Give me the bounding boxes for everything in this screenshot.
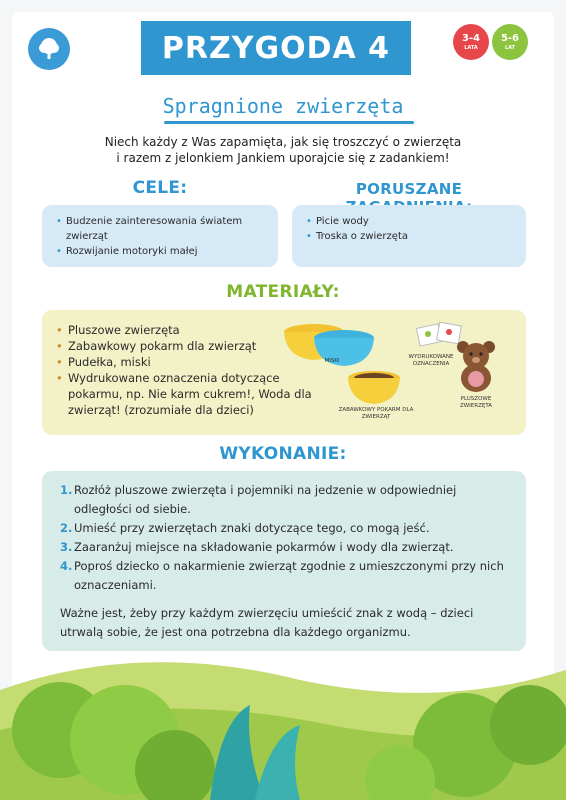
step-number: 3. (60, 540, 73, 554)
plush-toys-label: PLUSZOWE ZWIERZĘTA (459, 396, 493, 409)
list-item: • Troska o zwierzęta (306, 229, 514, 244)
materials-list (56, 322, 318, 418)
step-text: Umieść przy zwierzętach znaki dotyczące tego, co mogą jeść. (74, 521, 430, 535)
topics-box (292, 205, 526, 267)
subtitle: Spragnione zwierzęta (162, 94, 404, 118)
list-item: • Budzenie zainteresowania światem zwierząt (56, 214, 266, 244)
age-badge-value: 5-6 (500, 32, 520, 44)
steps-list (60, 481, 510, 595)
execution-note: Ważne jest, żeby przy każdym zwierzęciu umieścić znak z wodą – dzieci utrwalą sobie, że jest ona potrzebna dla każdego organizmu. (60, 606, 474, 639)
bowls-label: MISKI (324, 358, 340, 364)
printed-signs-label: WYDRUKOWANE OZNACZENIA (408, 354, 454, 367)
page-title: PRZYGODA 4 (161, 30, 391, 66)
title-banner (141, 21, 411, 75)
age-badge-3-4 (453, 24, 489, 60)
topics-list (306, 214, 514, 244)
intro-line-1: Niech każdy z Was zapamięta, jak się troszczyć o zwierzęta (104, 135, 462, 149)
step-number: 1. (60, 483, 73, 497)
list-item: • Pudełka, miski (56, 354, 318, 370)
toy-food-label: ZABAWKOWY POKARM DLA ZWIERZĄT (338, 407, 414, 420)
teddy-bear-icon (454, 338, 498, 394)
step-item (60, 538, 510, 557)
age-badge-unit: LAT (504, 44, 516, 51)
list-item: • Rozwijanie motoryki małej (56, 244, 266, 259)
tree-icon (28, 28, 70, 70)
step-text: Zaaranżuj miejsce na składowanie pokarmów i wody dla zwierząt. (74, 540, 454, 554)
step-number: 4. (60, 559, 73, 573)
execution-heading: WYKONANIE: (219, 444, 347, 464)
goals-heading: CELE: (132, 178, 188, 198)
topics-heading: PORUSZANE (355, 180, 463, 198)
list-item: • Zabawkowy pokarm dla zwierząt (56, 338, 318, 354)
materials-heading: MATERIAŁY: (226, 282, 340, 302)
list-item: • Pluszowe zwierzęta (56, 322, 318, 338)
intro-line-2: i razem z jelonkiem Jankiem uporajcie się z zadankiem! (116, 151, 450, 165)
step-item (60, 519, 510, 538)
list-item: • Wydrukowane oznaczenia dotyczące pokarmu, np. Nie karm cukrem!, Woda dla zwierząt! (zrozumiałe dla dzieci) (56, 370, 318, 418)
toy-food-icon (344, 368, 404, 406)
age-badge-value: 3-4 (461, 32, 481, 44)
step-number: 2. (60, 521, 73, 535)
step-text: Poproś dziecko o nakarmienie zwierząt zgodnie z umieszczonymi przy nich oznaczeniami. (74, 559, 504, 592)
step-item (60, 557, 510, 595)
age-badge-5-6 (492, 24, 528, 60)
step-text: Rozłóż pluszowe zwierzęta i pojemniki na jedzenie w odpowiedniej odległości od siebie. (74, 483, 457, 516)
goals-box (42, 205, 278, 267)
step-item (60, 481, 510, 519)
intro-text (0, 134, 566, 166)
materials-box (42, 310, 526, 435)
age-badge-unit: LATA (464, 44, 478, 51)
subtitle-underline (164, 121, 414, 124)
goals-list (56, 214, 266, 259)
landscape-illustration (0, 650, 566, 800)
execution-box (42, 471, 526, 651)
list-item: • Picie wody (306, 214, 514, 229)
